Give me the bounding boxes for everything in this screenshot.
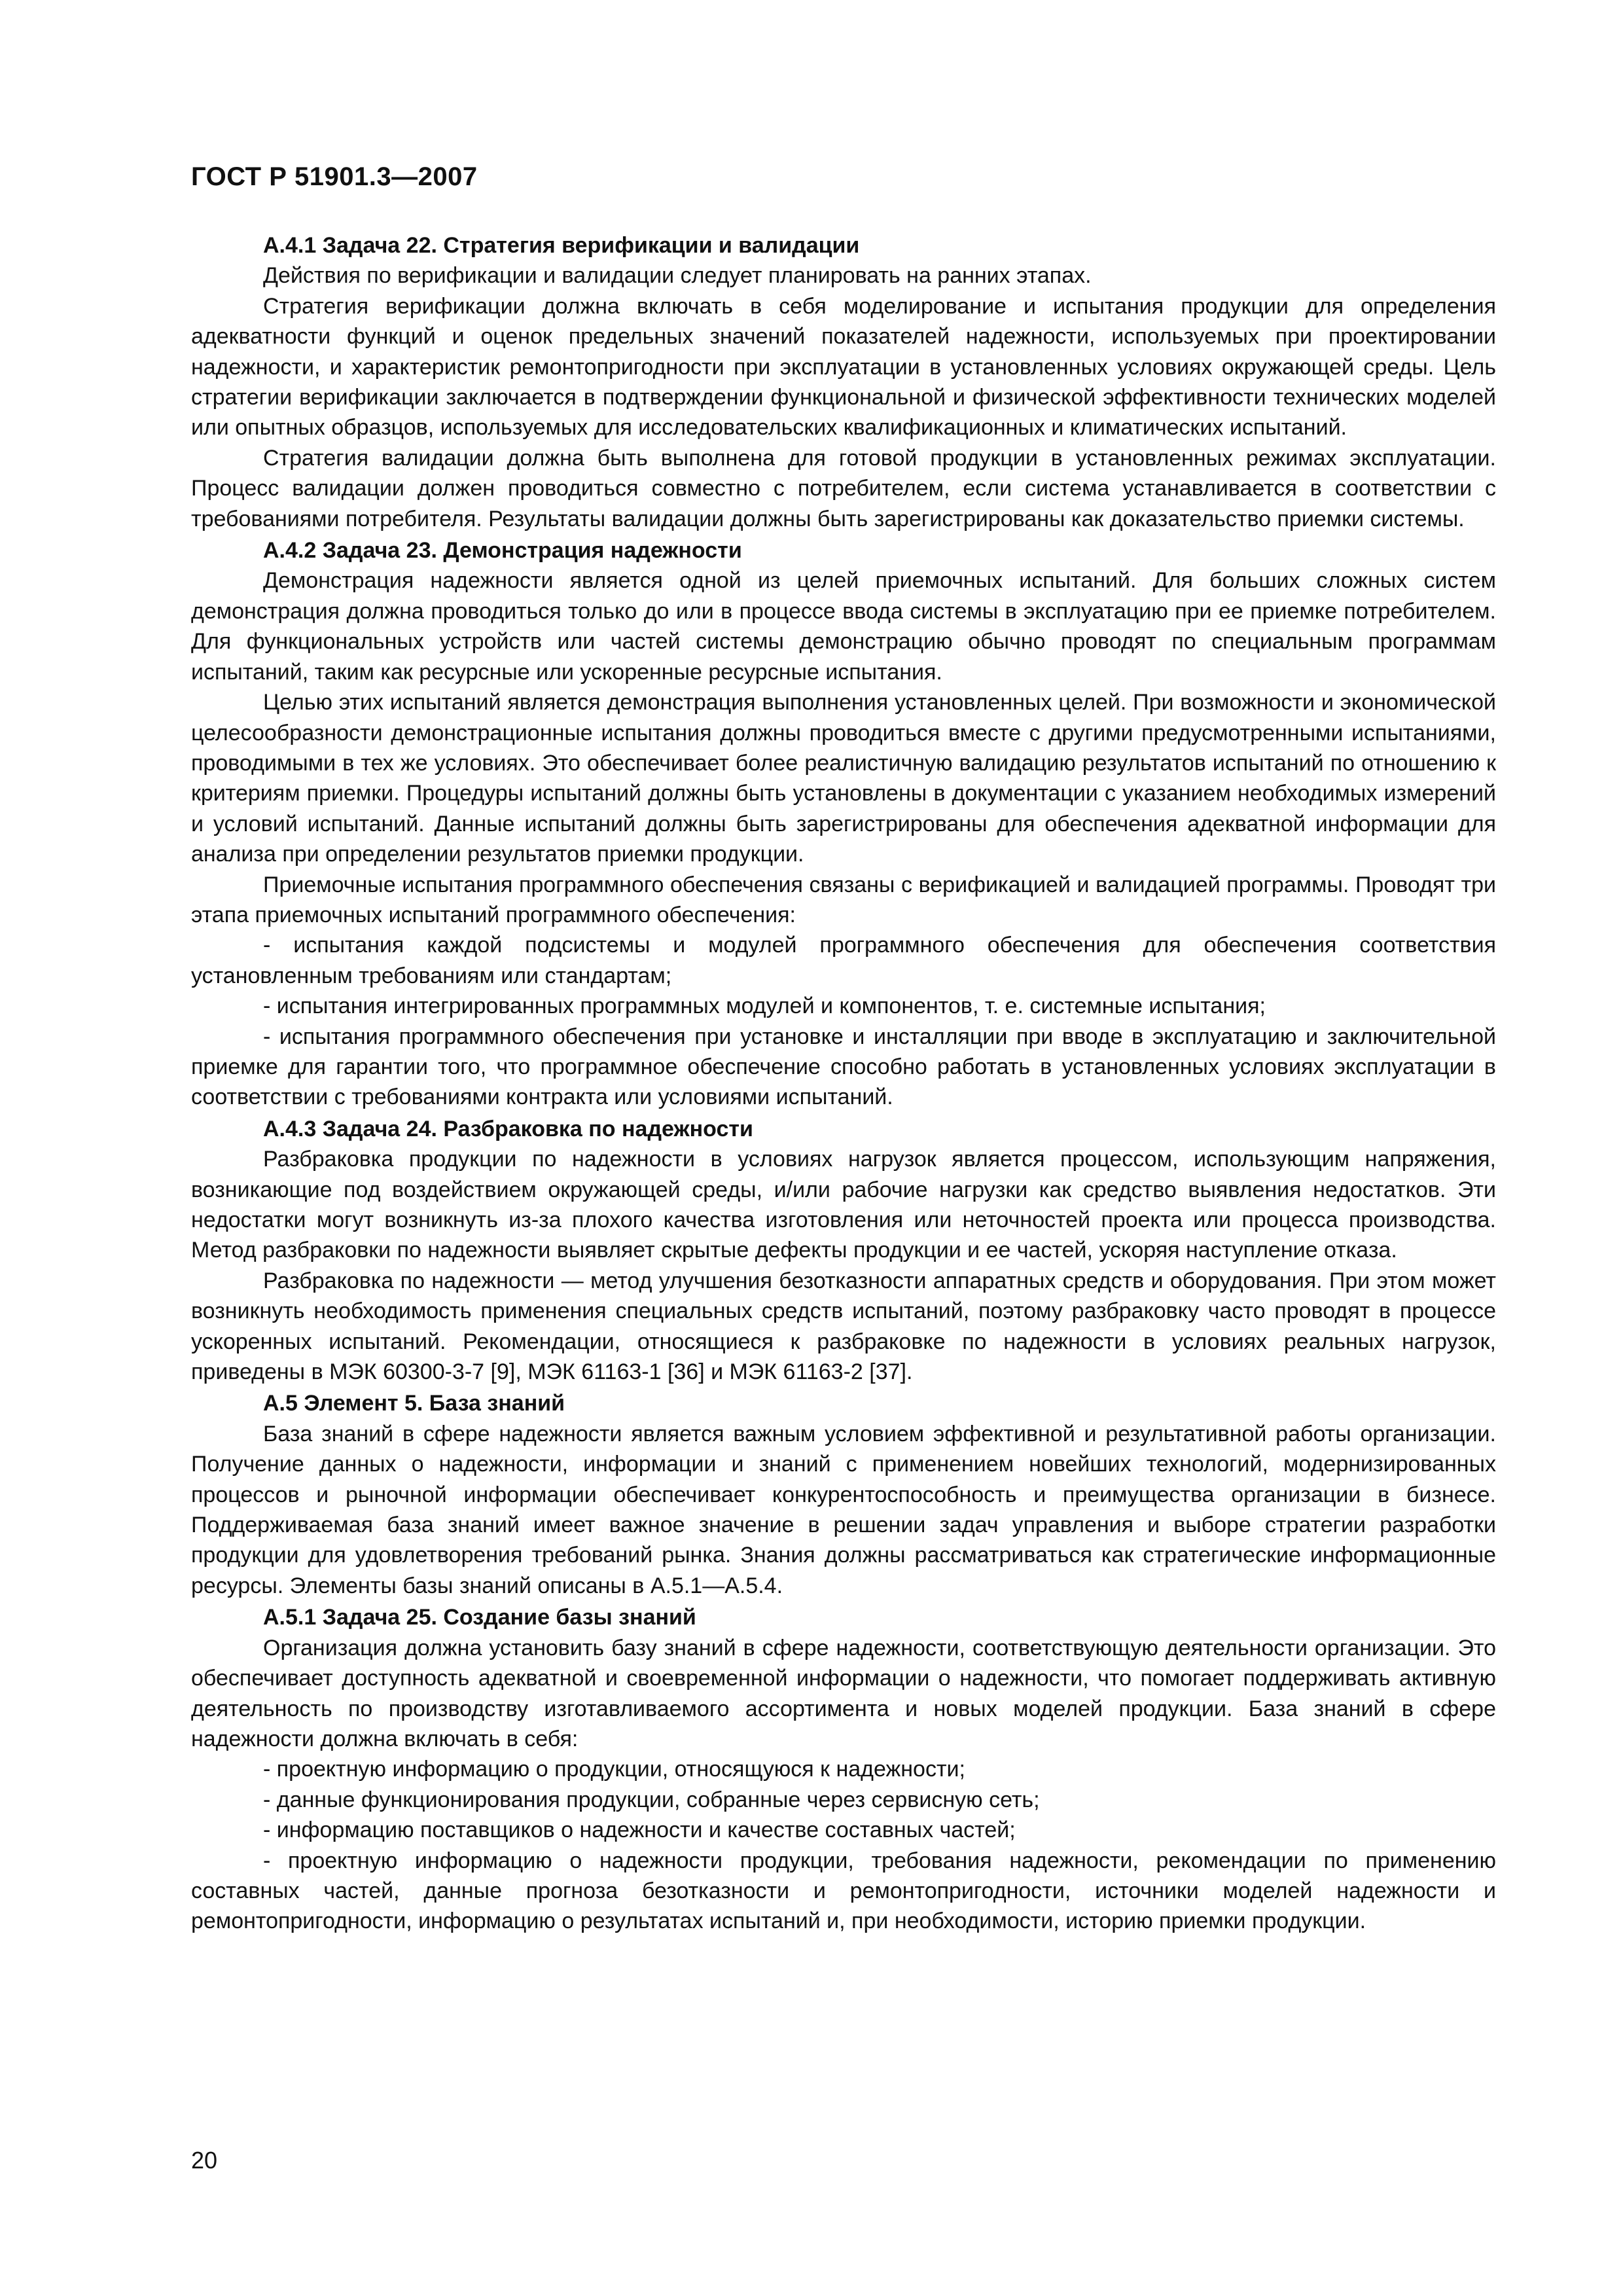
paragraph: База знаний в сфере надежности является важным условием эффективной и результативной работы организации. Получение данных о надежности, информации и знаний с применением новейших технологий, модернизированных процессов и рыночной информации обеспечивает конкурентоспособность и преимущества организации в бизнесе. Поддерживаемая база знаний имеет важное значение в решении задач управления и выборе стратегии разработки продукции для удовлетворения требований рынка. Знания должны рассматриваться как стратегические информационные ресурсы. Элементы базы знаний описаны в А.5.1—А.5.4. <box>191 1421 1496 1598</box>
list-item: - данные функционирования продукции, собранные через сервисную сеть; <box>263 1787 1040 1812</box>
list-item: - проектную информацию о продукции, относящуюся к надежности; <box>263 1757 965 1782</box>
paragraph: Стратегия валидации должна быть выполнена для готовой продукции в установленных режимах эксплуатации. Процесс валидации должен проводиться совместно с потребителем, если система устанавливается в соответствии с требованиями потребителя. Результаты валидации должны быть зарегистрированы как доказательство приемки системы. <box>191 445 1496 531</box>
section-heading: А.4.2 Задача 23. Демонстрация надежности <box>263 538 742 564</box>
list-item: - испытания каждой подсистемы и модулей программного обеспечения для обеспечения соответствия установленным требованиям или стандартам; <box>191 933 1496 988</box>
document-body <box>191 229 1496 1937</box>
paragraph: Целью этих испытаний является демонстрация выполнения установленных целей. При возможности и экономической целесообразности демонстрационные испытания должны проводиться вместе с другими предусмотренными испытаниями, проводимыми в тех же условиях. Это обеспечивает более реалистичную валидацию результатов испытаний по отношению к критериям приемки. Процедуры испытаний должны быть установлены в документации с указанием необходимых измерений и условий испытаний. Данные испытаний должны быть зарегистрированы для обеспечения адекватной информации для анализа при определении результатов приемки продукции. <box>191 690 1496 867</box>
section-heading: А.4.3 Задача 24. Разбраковка по надежности <box>263 1116 753 1141</box>
paragraph: Разбраковка по надежности — метод улучшения безотказности аппаратных средств и оборудования. При этом может возникнуть необходимость применения специальных средств испытаний, поэтому разбраковку часто проводят в процессе ускоренных испытаний. Рекомендации, относящиеся к разбраковке по надежности в условиях реальных нагрузок, приведены в МЭК 60300-3-7 [9], МЭК 61163-1 [36] и МЭК 61163-2 [37]. <box>191 1268 1496 1385</box>
section-heading: А.5.1 Задача 25. Создание базы знаний <box>263 1605 696 1630</box>
list-item: - проектную информацию о надежности продукции, требования надежности, рекомендации по применению составных частей, данные прогноза безотказности и ремонтопригодности, источники моделей надежности и ремонтопригодности, информацию о результатах испытаний и, при необходимости, историю приемки продукции. <box>191 1848 1496 1934</box>
list-item: - испытания программного обеспечения при установке и инсталляции при вводе в эксплуатацию и заключительной приемке для гарантии того, что программное обеспечение способно работать в установленных условиях эксплуатации в соответствии с требованиями контракта или условиями испытаний. <box>191 1024 1496 1110</box>
paragraph: Приемочные испытания программного обеспечения связаны с верификацией и валидацией программы. Проводят три этапа приемочных испытаний программного обеспечения: <box>191 872 1496 927</box>
paragraph: Демонстрация надежности является одной из целей приемочных испытаний. Для больших сложных систем демонстрация должна проводиться только до или в процессе ввода системы в эксплуатацию при ее приемке потребителем. Для функциональных устройств или частей системы демонстрацию обычно проводят по специальным программам испытаний, таким как ресурсные или ускоренные ресурсные испытания. <box>191 568 1496 685</box>
document-header: ГОСТ Р 51901.3—2007 <box>191 162 478 191</box>
paragraph: Организация должна установить базу знаний в сфере надежности, соответствующую деятельности организации. Это обеспечивает доступность адекватной и своевременной информации о надежности, что помогает поддерживать активную деятельность по производству изготавливаемого ассортимента и новых моделей продукции. База знаний в сфере надежности должна включать в себя: <box>191 1635 1496 1751</box>
page-number: 20 <box>191 2147 218 2174</box>
paragraph: Разбраковка продукции по надежности в условиях нагрузок является процессом, использующим напряжения, возникающие под воздействием окружающей среды, и/или рабочие нагрузки как средство выявления недостатков. Эти недостатки могут возникнуть из-за плохого качества изготовления или неточностей проекта или процесса производства. Метод разбраковки по надежности выявляет скрытые дефекты продукции и ее частей, ускоряя наступление отказа. <box>191 1147 1496 1263</box>
section-heading: А.4.1 Задача 22. Стратегия верификации и валидации <box>263 233 860 258</box>
paragraph: Действия по верификации и валидации следует планировать на ранних этапах. <box>263 263 1092 289</box>
paragraph: Стратегия верификации должна включать в себя моделирование и испытания продукции для определения адекватности функций и оценок предельных значений показателей надежности, используемых при проектировании надежности, и характеристик ремонтопригодности при эксплуатации в установленных условиях окружающей среды. Цель стратегии верификации заключается в подтверждении функциональной и физической эффективности технических моделей или опытных образцов, используемых для исследовательских квалификационных и климатических испытаний. <box>191 293 1496 440</box>
section-heading: А.5 Элемент 5. База знаний <box>263 1391 565 1416</box>
list-item: - испытания интегрированных программных модулей и компонентов, т. е. системные испытания; <box>263 994 1266 1019</box>
list-item: - информацию поставщиков о надежности и качестве составных частей; <box>263 1818 1016 1843</box>
